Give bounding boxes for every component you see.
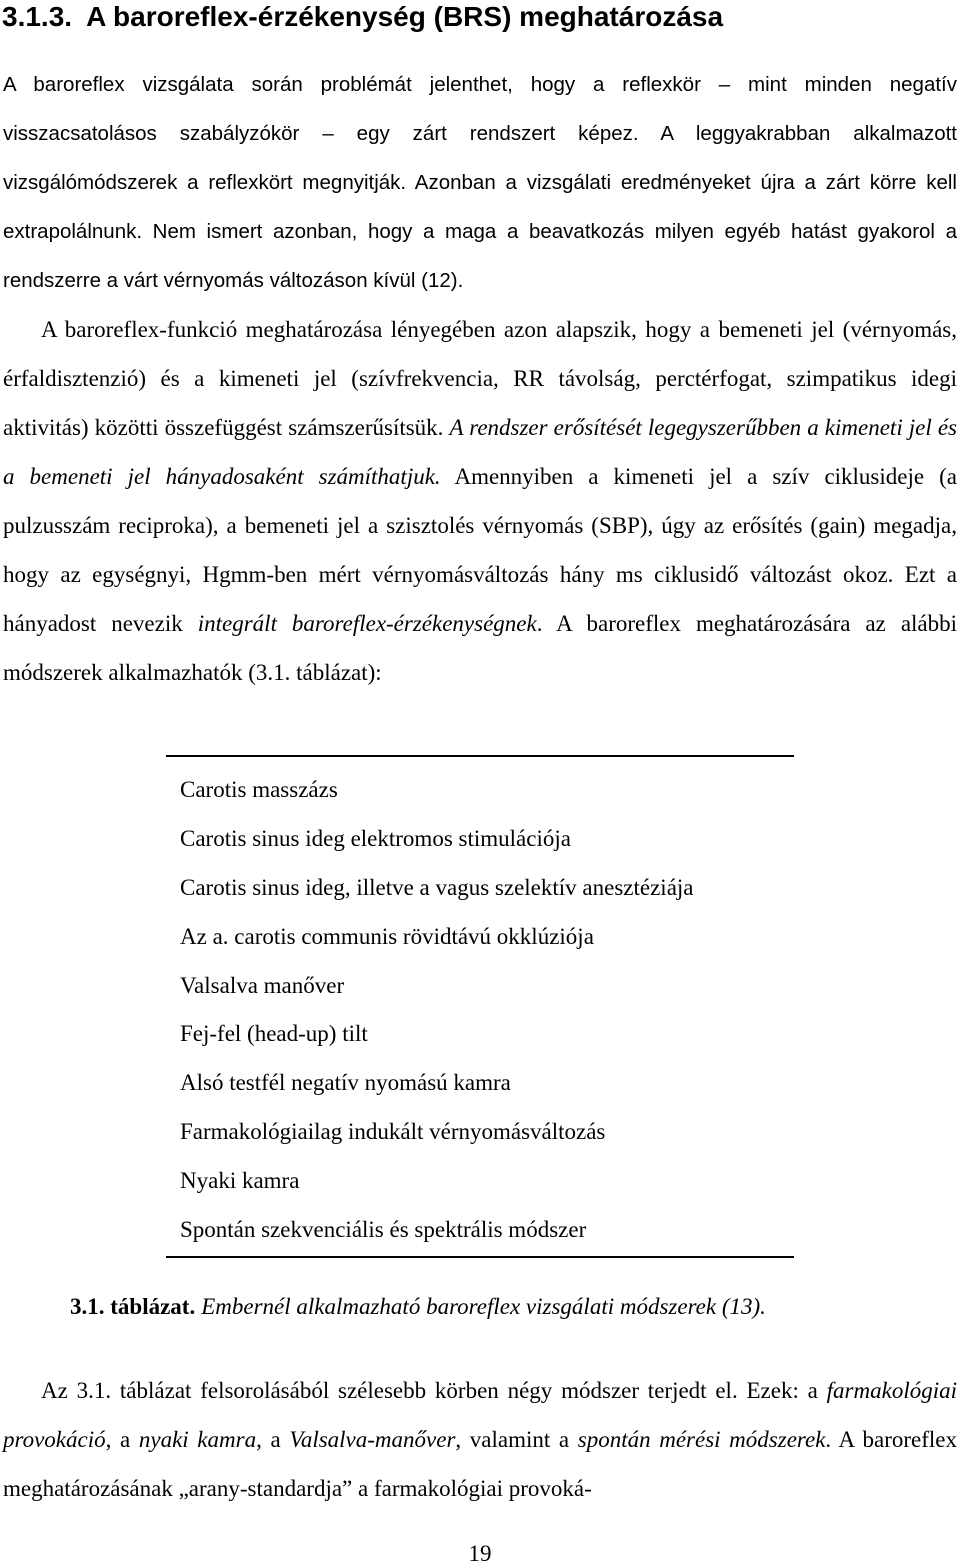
method-term-neck-chamber: nyaki kamra	[138, 1427, 257, 1452]
section-heading	[2, 0, 960, 34]
table-caption-text: Embernél alkalmazható baroreflex vizsgálati módszerek (13).	[201, 1294, 766, 1319]
paragraph-methods-summary	[3, 1366, 957, 1513]
paragraph-function-text-b: Amennyiben a kimeneti jel a szív ciklusideje (a pulzusszám reciproka), a bemeneti jel a szisztolés vérnyomás (SBP), úgy az erősítés (gain) megadja, hogy az egységnyi, Hgmm-ben mért vérnyomásváltozás hány ms ciklusidő változást okoz. Ezt a hányadost nevezik	[3, 464, 957, 636]
table-row: Fej-fel (head-up) tilt	[180, 1021, 368, 1047]
paragraph-summary-sep-1: , a	[105, 1427, 131, 1452]
paragraph-intro: A baroreflex vizsgálata során problémát jelenthet, hogy a reflexkör – mint minden negatív visszacsatolásos szabályzókör – egy zárt rendszert képez. A leggyakrabban alkalmazott vizsgálómódszerek a reflexkört megnyitják. Azonban a vizsgálati eredményeket újra a zárt körre kell extrapolálnunk. Nem ismert azonban, hogy a maga a beavatkozás milyen egyéb hatást gyakorol a rendszerre a várt vérnyomás változáson kívül (12).	[3, 73, 957, 292]
method-term-pharmacological: farmakológiai provokáció	[3, 1378, 957, 1452]
paragraph-summary-text-b: . A baroreflex meghatározásának „arany-standardja” a farmakológiai provoká-	[3, 1427, 958, 1501]
table-row: Valsalva manőver	[180, 972, 345, 998]
page-number: 19	[468, 1541, 492, 1566]
method-term-valsalva: Valsalva-manőver	[289, 1427, 456, 1452]
table-row: Carotis sinus ideg elektromos stimulációja	[180, 825, 571, 851]
paragraph-summary-text-a: Az 3.1. táblázat felsorolásából szélesebb körben négy módszer terjedt el. Ezek: a	[41, 1378, 818, 1403]
paragraph-function-term: integrált baroreflex-érzékenységnek	[197, 611, 537, 636]
paragraph-function-emphasis: A rendszer erősítését legegyszerűbben a kimeneti jel és a bemeneti jel hányadosaként számíthatjuk.	[3, 415, 957, 489]
paragraph-summary-sep-2: , a	[256, 1427, 281, 1452]
table-bottom-rule	[166, 1256, 794, 1258]
table-row: Nyaki kamra	[180, 1168, 300, 1194]
table-caption-label: 3.1. táblázat.	[70, 1294, 196, 1319]
methods-table	[180, 766, 694, 1255]
table-row: Spontán szekvenciális és spektrális módszer	[180, 1217, 587, 1243]
section-number: 3.1.3.	[2, 1, 73, 32]
table-row: Carotis masszázs	[180, 777, 338, 802]
paragraph-function	[3, 305, 957, 697]
table-row: Carotis sinus ideg, illetve a vagus szelektív anesztéziája	[180, 874, 694, 900]
paragraph-function-text-c: . A baroreflex meghatározására az alábbi módszerek alkalmazhatók (3.1. táblázat):	[3, 611, 958, 685]
paragraph-function-text-a: A baroreflex-funkció meghatározása lényegében azon alapszik, hogy a bemeneti jel (vérnyomás, érfaldisztenzió) és a kimeneti jel (szívfrekvencia, RR távolság, perctérfogat, szimpatikus idegi aktivitás) közötti összefüggést számszerűsítsük.	[3, 317, 957, 440]
paragraph-summary-sep-3: , valamint a	[455, 1427, 570, 1452]
table-top-rule	[166, 755, 794, 757]
table-row: Alsó testfél negatív nyomású kamra	[180, 1070, 511, 1096]
table-row: Farmakológiailag indukált vérnyomásváltozás	[180, 1119, 606, 1145]
section-title: A baroreflex-érzékenység (BRS) meghatározása	[86, 1, 724, 32]
table-row: Az a. carotis communis rövidtávú okklúziója	[180, 923, 594, 949]
method-term-spontaneous: spontán mérési módszerek	[577, 1427, 826, 1452]
table-caption	[70, 1282, 766, 1331]
